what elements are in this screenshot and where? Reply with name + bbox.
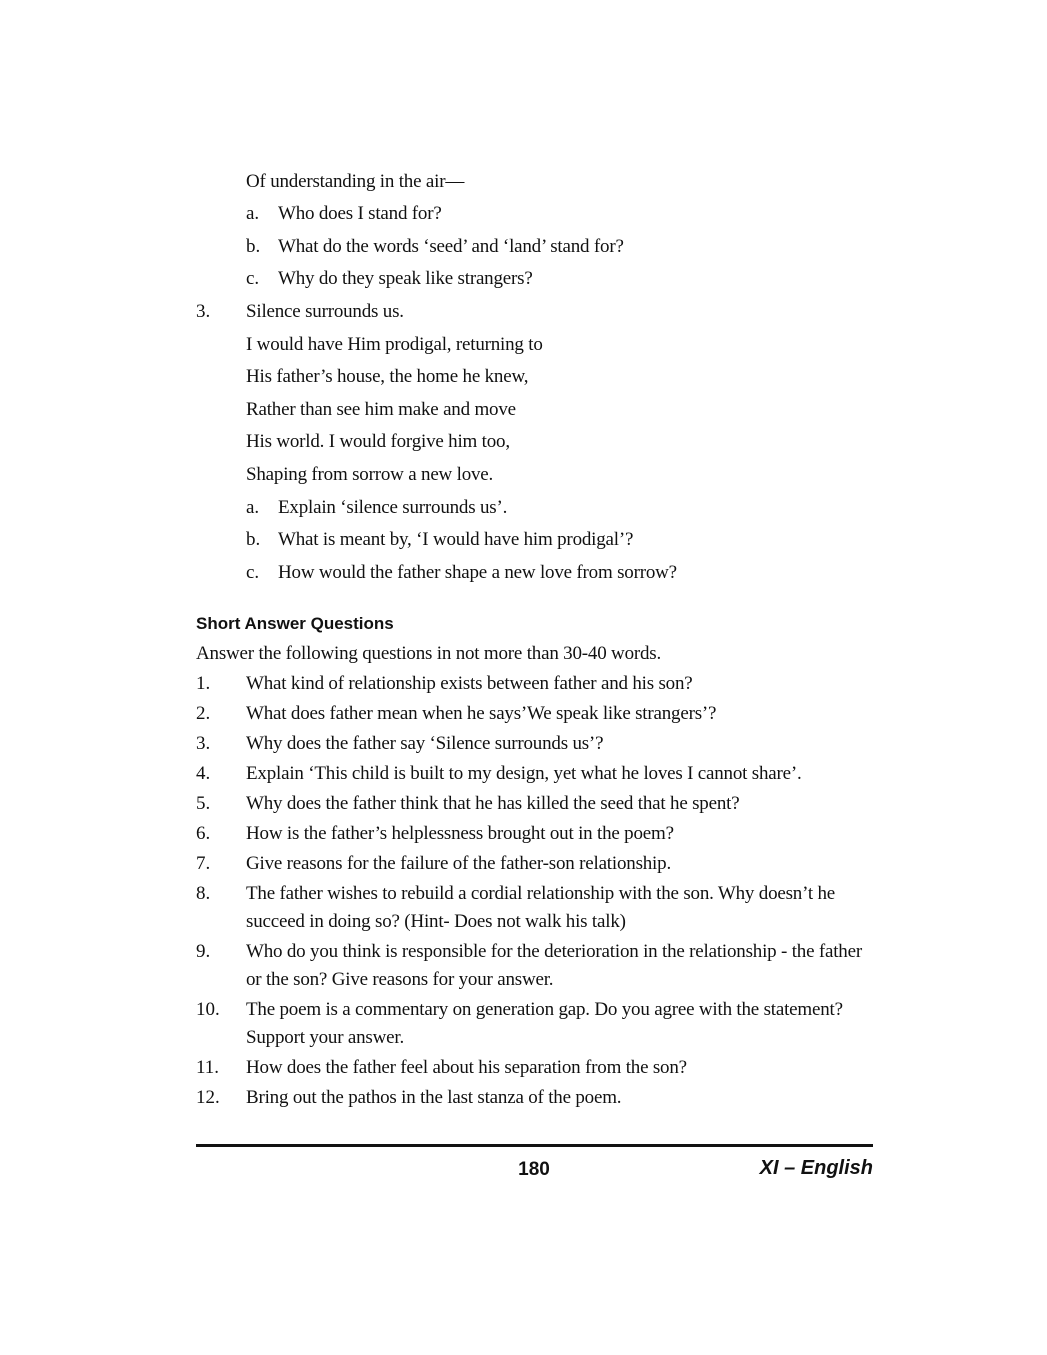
question-text: The father wishes to rebuild a cordial relationship with the son. Why doesn’t he — [246, 883, 836, 904]
question-marker: b. — [246, 236, 261, 257]
question-number: 3. — [196, 733, 211, 754]
question-number: 1. — [196, 673, 211, 694]
question-number: 9. — [196, 941, 211, 962]
question-marker: a. — [246, 497, 260, 518]
question-number: 4. — [196, 763, 211, 784]
question-text: Support your answer. — [246, 1027, 405, 1048]
question-number: 7. — [196, 853, 211, 874]
question-number: 6. — [196, 823, 211, 844]
question-text: Give reasons for the failure of the father-son relationship. — [246, 853, 671, 874]
section-heading: Short Answer Questions — [196, 614, 394, 633]
question-number: 5. — [196, 793, 211, 814]
question-text: What is meant by, ‘I would have him prodigal’? — [278, 529, 634, 550]
question-text: Why does the father think that he has killed the seed that he spent? — [246, 793, 740, 814]
question-text: What do the words ‘seed’ and ‘land’ stand for? — [278, 236, 624, 257]
question-text: Why do they speak like strangers? — [278, 268, 533, 289]
question-number: 2. — [196, 703, 211, 724]
page-number: 180 — [518, 1159, 550, 1180]
question-number: 8. — [196, 883, 211, 904]
question-text: What does father mean when he says’We speak like strangers’? — [246, 703, 717, 724]
question-text: How would the father shape a new love from sorrow? — [278, 562, 677, 583]
question-text: Who does I stand for? — [278, 203, 442, 224]
question-text: Bring out the pathos in the last stanza of the poem. — [246, 1087, 622, 1108]
poem-line: His father’s house, the home he knew, — [246, 366, 529, 387]
question-text: Explain ‘This child is built to my design, yet what he loves I cannot share’. — [246, 763, 802, 784]
book-title: XI – English — [759, 1157, 873, 1179]
footer-rule — [196, 1144, 873, 1147]
poem-line: Shaping from sorrow a new love. — [246, 464, 494, 485]
section-instruction: Answer the following questions in not more than 30-40 words. — [196, 643, 662, 664]
poem-line: Silence surrounds us. — [246, 301, 404, 322]
question-text: The poem is a commentary on generation gap. Do you agree with the statement? — [246, 999, 843, 1020]
question-number: 12. — [196, 1087, 220, 1108]
question-marker: a. — [246, 203, 260, 224]
question-text: How does the father feel about his separation from the son? — [246, 1057, 687, 1078]
question-text: What kind of relationship exists between father and his son? — [246, 673, 693, 694]
question-text: Who do you think is responsible for the deterioration in the relationship - the father — [246, 941, 862, 962]
poem-line: Rather than see him make and move — [246, 399, 516, 420]
question-marker: b. — [246, 529, 261, 550]
question-number: 11. — [196, 1057, 220, 1078]
question-text: Why does the father say ‘Silence surrounds us’? — [246, 733, 604, 754]
poem-line: I would have Him prodigal, returning to — [246, 334, 543, 355]
question-marker: c. — [246, 562, 260, 583]
question-text: How is the father’s helplessness brought out in the poem? — [246, 823, 674, 844]
question-text: or the son? Give reasons for your answer. — [246, 969, 554, 990]
poem-line: His world. I would forgive him too, — [246, 431, 510, 452]
question-number: 10. — [196, 999, 220, 1020]
question-marker: c. — [246, 268, 260, 289]
poem-line: Of understanding in the air— — [246, 171, 465, 192]
extract-number: 3. — [196, 301, 211, 322]
question-text: succeed in doing so? (Hint- Does not walk his talk) — [246, 911, 626, 932]
question-text: Explain ‘silence surrounds us’. — [278, 497, 508, 518]
